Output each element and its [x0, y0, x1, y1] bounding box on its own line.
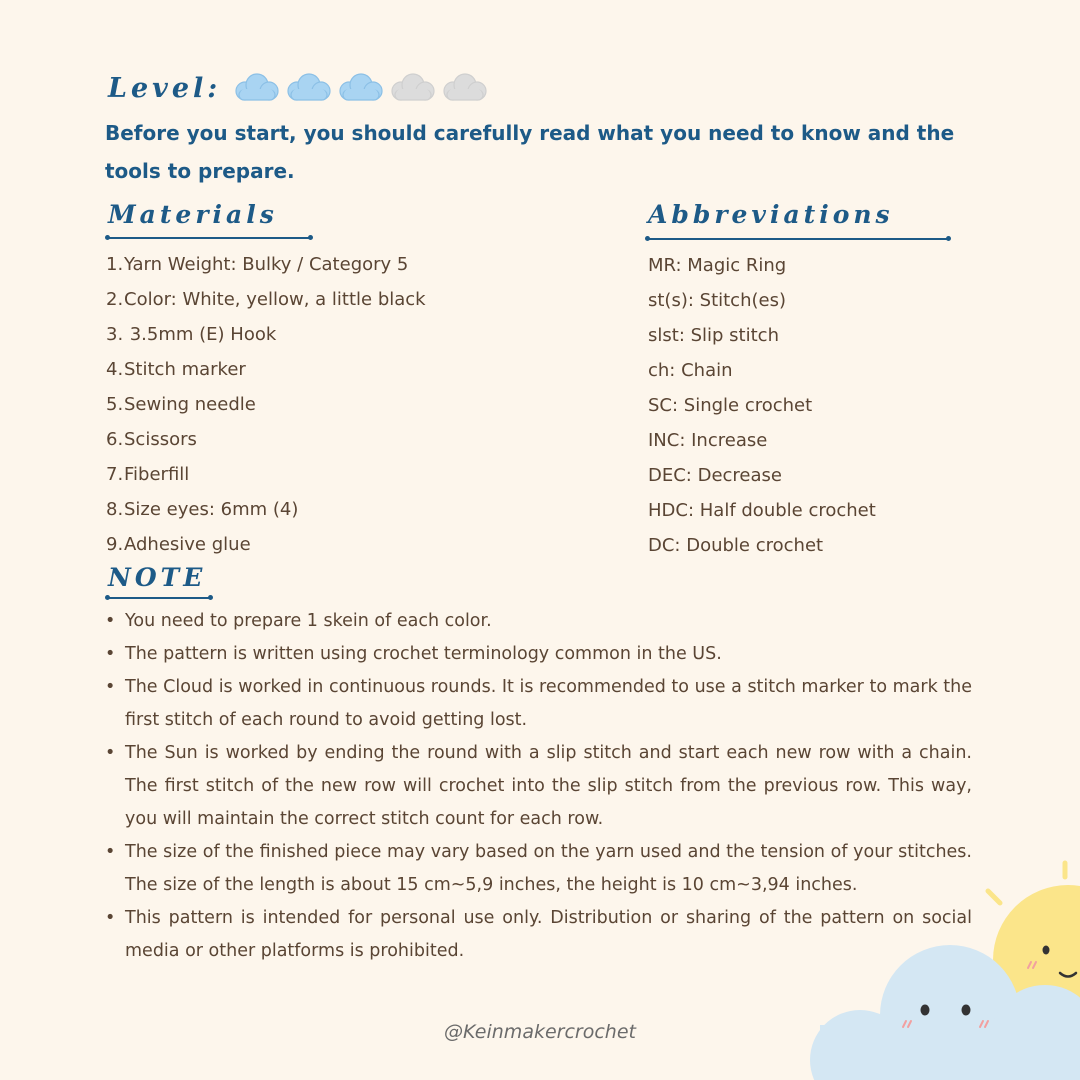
level-cloud-empty-icon	[439, 70, 491, 106]
material-item	[106, 422, 426, 457]
level-row	[108, 70, 491, 106]
material-number: 2.	[106, 289, 124, 310]
abbreviation-item: DC: Double crochet	[648, 535, 824, 556]
abbreviation-item: SC: Single crochet	[648, 395, 813, 416]
note-item: • The Sun is worked by ending the round with a slip stitch and start each new row with a chain. The first stitch of the new row will crochet into the slip stitch from the previous row. This way, you will maintain the correct stitch count for each row.	[105, 737, 972, 836]
material-item	[106, 492, 426, 527]
material-number: 3.	[106, 324, 124, 345]
material-number: 6.	[106, 429, 124, 450]
abbreviation-item: MR: Magic Ring	[648, 255, 787, 276]
material-text: Yarn Weight: Bulky / Category 5	[124, 254, 409, 275]
materials-title: Materials	[108, 200, 278, 229]
materials-underline	[108, 237, 310, 239]
material-text: Scissors	[124, 429, 197, 450]
note-item: • The pattern is written using crochet terminology common in the US.	[105, 638, 972, 671]
material-text: Stitch marker	[124, 359, 246, 380]
note-title: NOTE	[108, 563, 207, 592]
abbreviation-item: DEC: Decrease	[648, 465, 782, 486]
material-item	[106, 282, 426, 317]
abbreviation-item: INC: Increase	[648, 430, 768, 451]
material-item	[106, 527, 426, 562]
intro-text: Before you start, you should carefully read what you need to know and the tools to prepare.	[105, 121, 955, 183]
note-item: • The size of the finished piece may vary based on the yarn used and the tension of your stitches. The size of the length is about 15 cm~5,9 inches, the height is 10 cm~3,94 inches.	[105, 836, 972, 902]
note-item: • This pattern is intended for personal use only. Distribution or sharing of the pattern on social media or other platforms is prohibited.	[105, 902, 972, 968]
level-label: Level:	[108, 72, 222, 104]
material-text: Adhesive glue	[124, 534, 251, 555]
material-number: 4.	[106, 359, 124, 380]
materials-list	[106, 247, 426, 562]
material-number: 1.	[106, 254, 124, 275]
abbreviation-item: slst: Slip stitch	[648, 325, 779, 346]
material-item	[106, 352, 426, 387]
footer-handle: @Keinmakercrochet	[444, 1021, 636, 1043]
level-cloud-empty-icon	[387, 70, 439, 106]
abbreviations-list	[648, 248, 876, 563]
material-text: Fiberfill	[124, 464, 190, 485]
difficulty-rating	[231, 70, 491, 106]
material-item	[106, 387, 426, 422]
level-cloud-filled-icon	[231, 70, 283, 106]
level-cloud-filled-icon	[283, 70, 335, 106]
sun-cloud-illustration	[800, 855, 1080, 1080]
material-item	[106, 317, 426, 352]
material-number: 7.	[106, 464, 124, 485]
material-text: Size eyes: 6mm (4)	[124, 499, 299, 520]
abbreviations-title: Abbreviations	[648, 200, 894, 229]
note-underline	[108, 597, 210, 599]
material-number: 9.	[106, 534, 124, 555]
material-item	[106, 247, 426, 282]
abbreviation-item: st(s): Stitch(es)	[648, 290, 786, 311]
note-item: • The Cloud is worked in continuous rounds. It is recommended to use a stitch marker to mark the first stitch of each round to avoid getting lost.	[105, 671, 972, 737]
level-cloud-filled-icon	[335, 70, 387, 106]
material-text: Sewing needle	[124, 394, 256, 415]
material-number: 5.	[106, 394, 124, 415]
material-text: 3.5mm (E) Hook	[124, 324, 277, 345]
material-text: Color: White, yellow, a little black	[124, 289, 426, 310]
abbreviation-item: HDC: Half double crochet	[648, 500, 876, 521]
material-number: 8.	[106, 499, 124, 520]
abbreviations-underline	[648, 238, 948, 240]
abbreviation-item: ch: Chain	[648, 360, 733, 381]
note-item: • You need to prepare 1 skein of each color.	[105, 605, 972, 638]
material-item	[106, 457, 426, 492]
